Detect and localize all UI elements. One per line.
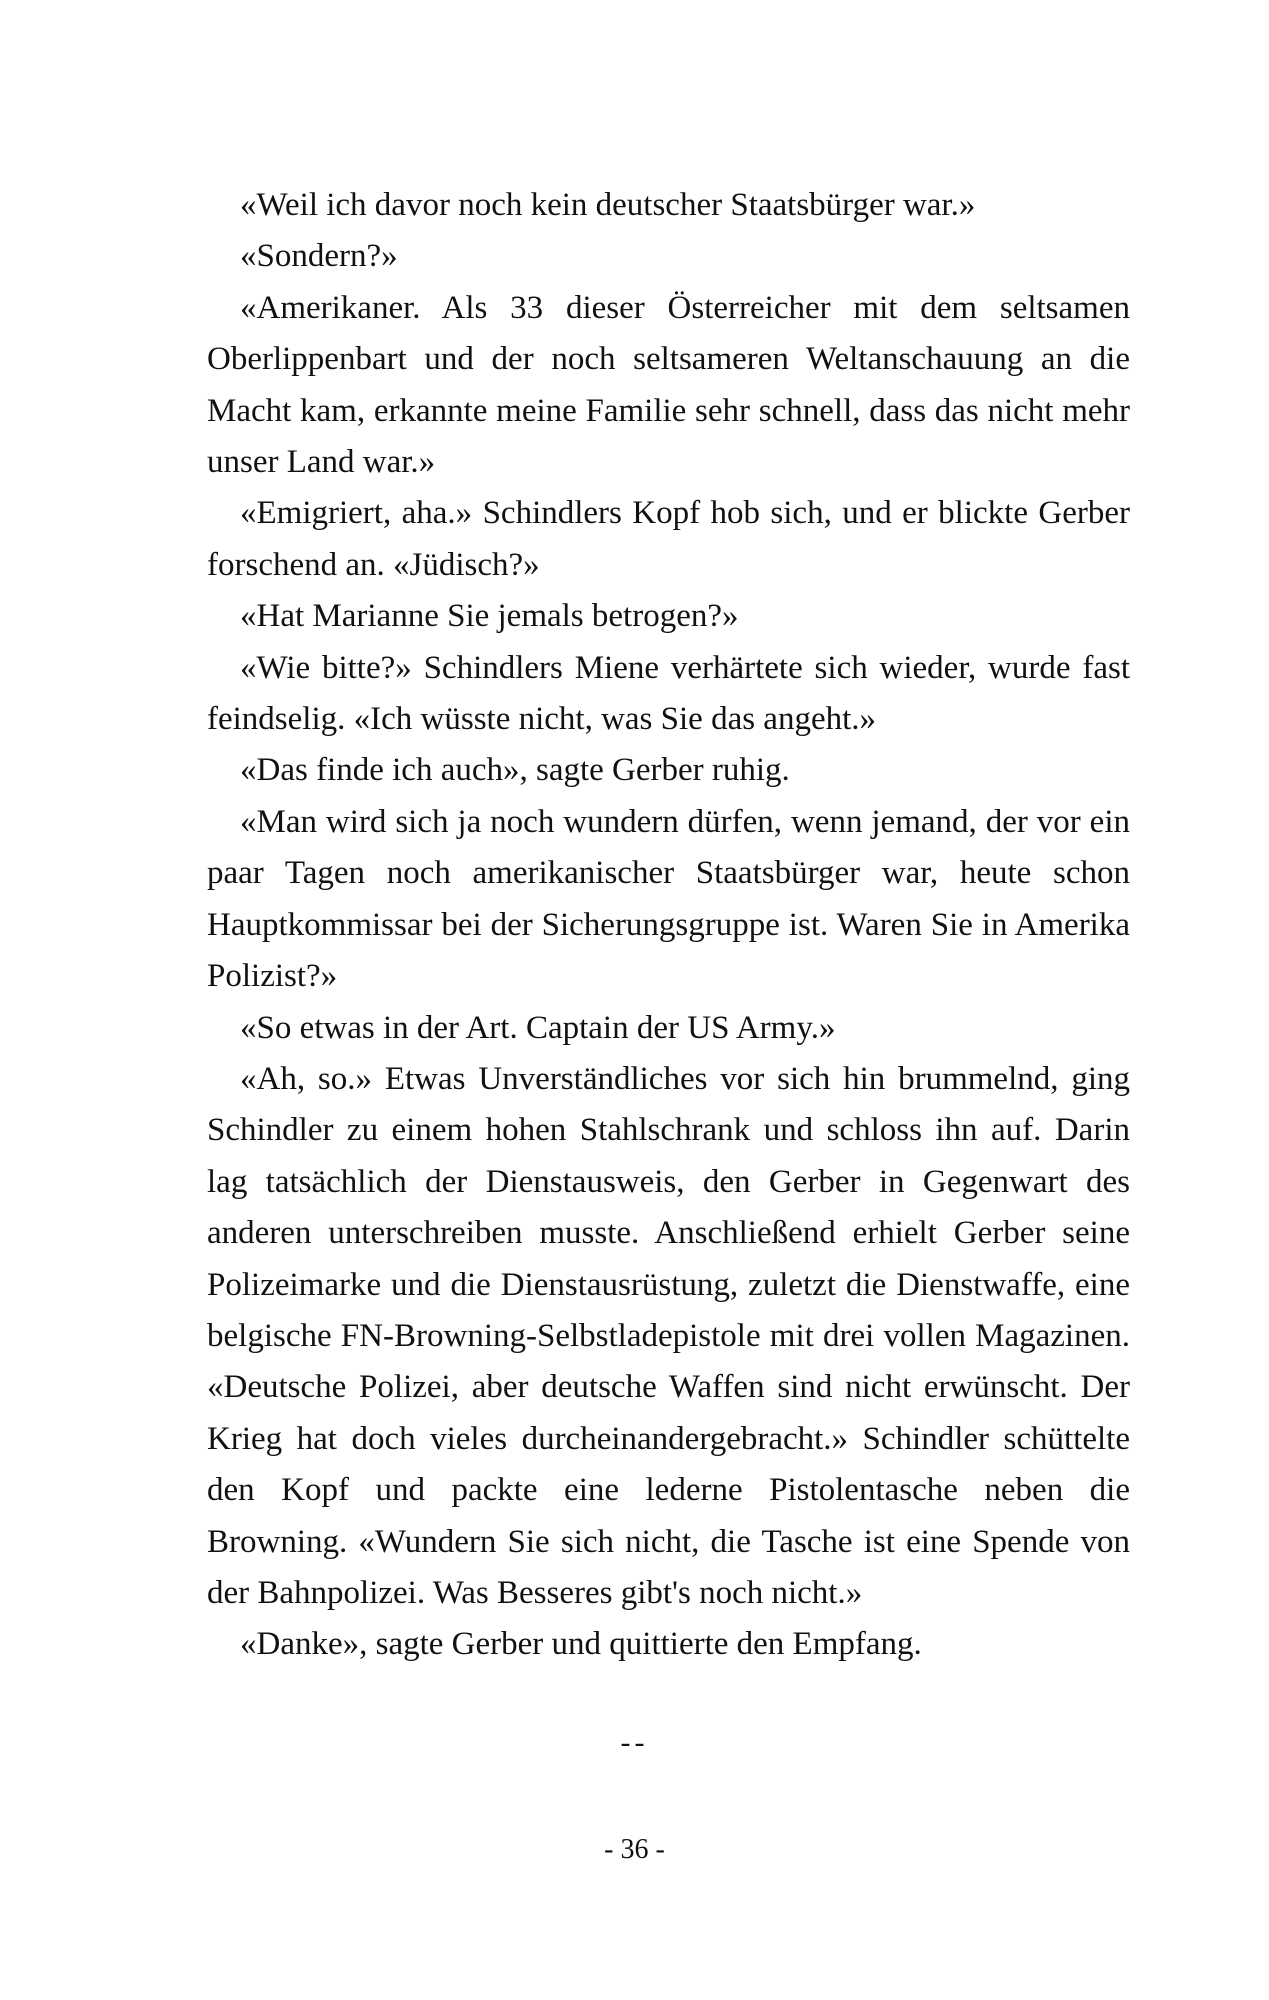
paragraph-11: «Danke», sagte Gerber und quittierte den Empfang. bbox=[240, 1626, 922, 1663]
paragraph-1: «Weil ich davor noch kein deutscher Staatsbürger war.» bbox=[240, 187, 976, 223]
paragraph-3: «Amerikaner. Als 33 dieser Österreicher mit dem seltsamen Oberlippenbart und der noch seltsameren Weltanschauung an die Macht kam, erkannte meine Familie sehr schnell, dass das nicht mehr unser Land war.» bbox=[207, 289, 1130, 481]
paragraph-5: «Hat Marianne Sie jemals betrogen?» bbox=[240, 598, 739, 635]
paragraph-6: «Wie bitte?» Schindlers Miene verhärtete sich wieder, wurde fast feindselig. «Ich wüsste nicht, was Sie das angeht.» bbox=[207, 649, 1130, 738]
paragraph-4: «Emigriert, aha.» Schindlers Kopf hob sich, und er blickte Gerber forschend an. «Jüdisch?» bbox=[207, 495, 1130, 583]
scene-break: -- bbox=[620, 1726, 649, 1759]
paragraph-2: «Sondern?» bbox=[240, 238, 398, 275]
paragraph-8: «Man wird sich ja noch wundern dürfen, wenn jemand, der vor ein paar Tagen noch amerikanischer Staatsbürger war, heute schon Hauptkommissar bei der Sicherungsgruppe ist. Waren Sie in Amerika Polizist?» bbox=[207, 803, 1130, 995]
body-text bbox=[207, 180, 1130, 1671]
paragraph-10: «Ah, so.» Etwas Unverständliches vor sich hin brummelnd, ging Schindler zu einem hohen Stahlschrank und schloss ihn auf. Darin lag tatsächlich der Dienstausweis, den Gerber in Gegenwart des anderen unterschreiben musste. Anschließend erhielt Gerber seine Polizeimarke und die Dienstausrüstung, zuletzt die Dienstwaffe, eine belgische FN-Browning-Selbstladepistole mit drei vollen Magazinen. «Deutsche Polizei, aber deutsche Waffen sind nicht erwünscht. Der Krieg hat doch vieles durcheinandergebracht.» Schindler schüttelte den Kopf und packte eine lederne Pistolentasche neben die Browning. «Wundern Sie sich nicht, die Tasche ist eine Spende von der Bahnpolizei. Was Besseres gibt's noch nicht.» bbox=[207, 1060, 1130, 1611]
paragraph-9: «So etwas in der Art. Captain der US Army.» bbox=[240, 1009, 836, 1046]
page-number: - 36 - bbox=[604, 1834, 665, 1865]
paragraph-7: «Das finde ich auch», sagte Gerber ruhig. bbox=[240, 752, 790, 789]
